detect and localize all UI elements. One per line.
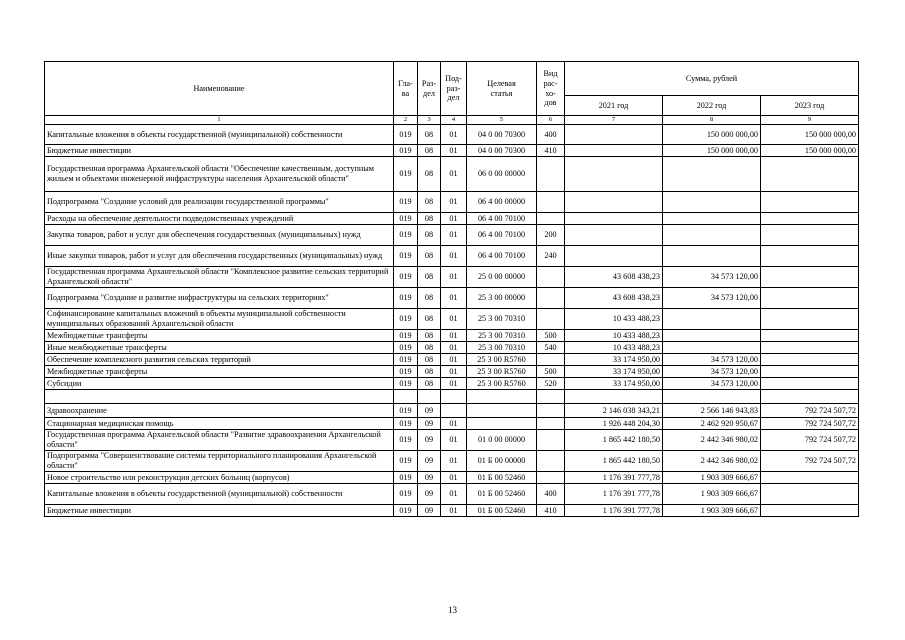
- row-expense-type: 410: [537, 145, 565, 157]
- row-expense-type: [537, 157, 565, 192]
- row-target-article: 25 3 00 70310: [467, 342, 537, 354]
- row-subsection: 01: [441, 366, 467, 378]
- header-year-2021: 2021 год: [565, 96, 663, 116]
- row-target-article: 25 3 00 70310: [467, 309, 537, 330]
- row-target-article: 01 0 00 00000: [467, 430, 537, 451]
- row-sum-2022: 34 573 120,00: [663, 354, 761, 366]
- row-sum-2022: [663, 157, 761, 192]
- header-target-article: Целевая статья: [467, 62, 537, 116]
- row-sum-2022: 34 573 120,00: [663, 267, 761, 288]
- row-chapter: 019: [394, 330, 418, 342]
- row-name: Здравоохранение: [45, 404, 394, 418]
- table-row: [45, 145, 859, 157]
- row-section: 08: [418, 330, 441, 342]
- row-sum-2021: 43 608 438,23: [565, 267, 663, 288]
- row-sum-2023: 792 724 507,72: [761, 430, 859, 451]
- row-subsection: 01: [441, 505, 467, 517]
- row-sum-2023: [761, 192, 859, 213]
- row-expense-type: [537, 390, 565, 404]
- row-sum-2023: 150 000 000,00: [761, 145, 859, 157]
- row-sum-2022: [663, 225, 761, 246]
- row-expense-type: [537, 192, 565, 213]
- row-target-article: 06 4 00 70100: [467, 213, 537, 225]
- row-name: Бюджетные инвестиции: [45, 505, 394, 517]
- row-target-article: 25 3 00 70310: [467, 330, 537, 342]
- row-name: Новое строительство или реконструкция детских больниц (корпусов): [45, 472, 394, 484]
- table-row: [45, 505, 859, 517]
- row-sum-2021: 2 146 038 343,21: [565, 404, 663, 418]
- row-name: Бюджетные инвестиции: [45, 145, 394, 157]
- row-chapter: 019: [394, 246, 418, 267]
- table-row: [45, 451, 859, 472]
- row-sum-2022: 2 462 920 950,67: [663, 418, 761, 430]
- row-sum-2021: 33 174 950,00: [565, 354, 663, 366]
- row-expense-type: [537, 267, 565, 288]
- row-sum-2023: 792 724 507,72: [761, 404, 859, 418]
- row-name: Стационарная медицинская помощь: [45, 418, 394, 430]
- row-name: Капитальные вложения в объекты государственной (муниципальной) собственности: [45, 484, 394, 505]
- row-section: 08: [418, 213, 441, 225]
- table-row: [45, 430, 859, 451]
- row-chapter: [394, 390, 418, 404]
- row-sum-2021: 1 176 391 777,78: [565, 484, 663, 505]
- row-chapter: 019: [394, 451, 418, 472]
- row-section: 08: [418, 288, 441, 309]
- row-sum-2021: [565, 192, 663, 213]
- row-sum-2023: [761, 225, 859, 246]
- row-sum-2023: [761, 330, 859, 342]
- row-sum-2021: 10 433 488,23: [565, 342, 663, 354]
- table-row: [45, 330, 859, 342]
- row-subsection: 01: [441, 288, 467, 309]
- row-chapter: 019: [394, 192, 418, 213]
- row-sum-2021: [565, 125, 663, 145]
- row-sum-2021: [565, 225, 663, 246]
- row-sum-2022: 34 573 120,00: [663, 366, 761, 378]
- row-sum-2022: 34 573 120,00: [663, 288, 761, 309]
- row-chapter: 019: [394, 213, 418, 225]
- col-num: 6: [537, 116, 565, 125]
- row-sum-2022: 1 903 309 666,67: [663, 484, 761, 505]
- row-sum-2021: 1 176 391 777,78: [565, 505, 663, 517]
- row-subsection: 01: [441, 418, 467, 430]
- table-row: [45, 157, 859, 192]
- row-chapter: 019: [394, 418, 418, 430]
- row-target-article: [467, 418, 537, 430]
- row-subsection: 01: [441, 430, 467, 451]
- header-section: Раз- дел: [418, 62, 441, 116]
- row-expense-type: [537, 354, 565, 366]
- row-sum-2023: [761, 472, 859, 484]
- row-name: Обеспечение комплексного развития сельских территорий: [45, 354, 394, 366]
- table-row: [45, 288, 859, 309]
- col-num: 5: [467, 116, 537, 125]
- row-chapter: 019: [394, 472, 418, 484]
- row-expense-type: 540: [537, 342, 565, 354]
- row-subsection: 01: [441, 225, 467, 246]
- row-expense-type: 520: [537, 378, 565, 390]
- row-target-article: 25 3 00 00000: [467, 288, 537, 309]
- row-expense-type: [537, 430, 565, 451]
- row-subsection: 01: [441, 378, 467, 390]
- row-expense-type: 200: [537, 225, 565, 246]
- row-name: Государственная программа Архангельской области "Комплексное развитие сельских территорий Архангельской области": [45, 267, 394, 288]
- table-row: [45, 354, 859, 366]
- row-sum-2023: [761, 366, 859, 378]
- row-target-article: 06 0 00 00000: [467, 157, 537, 192]
- row-section: 08: [418, 125, 441, 145]
- row-subsection: [441, 390, 467, 404]
- row-sum-2023: [761, 378, 859, 390]
- row-section: 08: [418, 342, 441, 354]
- row-subsection: 01: [441, 472, 467, 484]
- row-expense-type: 500: [537, 366, 565, 378]
- row-sum-2023: [761, 390, 859, 404]
- row-sum-2021: 33 174 950,00: [565, 366, 663, 378]
- header-year-2022: 2022 год: [663, 96, 761, 116]
- row-target-article: 04 0 00 70300: [467, 125, 537, 145]
- row-subsection: 01: [441, 354, 467, 366]
- row-chapter: 019: [394, 484, 418, 505]
- row-sum-2023: [761, 309, 859, 330]
- row-chapter: 019: [394, 309, 418, 330]
- row-section: 08: [418, 378, 441, 390]
- table-row: [45, 472, 859, 484]
- row-sum-2021: 33 174 950,00: [565, 378, 663, 390]
- row-sum-2021: 10 433 488,23: [565, 309, 663, 330]
- table-row: [45, 246, 859, 267]
- row-chapter: 019: [394, 378, 418, 390]
- header-year-2023: 2023 год: [761, 96, 859, 116]
- row-expense-type: 240: [537, 246, 565, 267]
- row-subsection: 01: [441, 484, 467, 505]
- row-sum-2021: 1 865 442 180,50: [565, 430, 663, 451]
- row-name: Подпрограмма "Совершенствование системы территориального планирования Архангельской области": [45, 451, 394, 472]
- row-name: Иные межбюджетные трансферты: [45, 342, 394, 354]
- col-num: 4: [441, 116, 467, 125]
- row-target-article: 06 4 00 00000: [467, 192, 537, 213]
- header-expense-type: Вид рас- хо- дов: [537, 62, 565, 116]
- row-target-article: 01 Б 00 52460: [467, 472, 537, 484]
- table-row: [45, 378, 859, 390]
- page-number: 13: [448, 605, 457, 615]
- row-chapter: 019: [394, 366, 418, 378]
- row-chapter: 019: [394, 145, 418, 157]
- row-subsection: 01: [441, 267, 467, 288]
- row-sum-2022: [663, 342, 761, 354]
- row-sum-2021: [565, 246, 663, 267]
- row-sum-2023: [761, 157, 859, 192]
- table-row: [45, 309, 859, 330]
- row-sum-2022: 34 573 120,00: [663, 378, 761, 390]
- row-expense-type: 400: [537, 125, 565, 145]
- row-sum-2022: 2 566 146 943,83: [663, 404, 761, 418]
- row-subsection: 01: [441, 125, 467, 145]
- row-section: 08: [418, 192, 441, 213]
- table-row: [45, 267, 859, 288]
- row-expense-type: 500: [537, 330, 565, 342]
- row-subsection: 01: [441, 309, 467, 330]
- row-chapter: 019: [394, 288, 418, 309]
- row-section: 08: [418, 366, 441, 378]
- table-row: [45, 225, 859, 246]
- col-num: 2: [394, 116, 418, 125]
- table-row: [45, 404, 859, 418]
- row-target-article: [467, 390, 537, 404]
- row-section: 08: [418, 225, 441, 246]
- row-sum-2021: [565, 390, 663, 404]
- col-num: 1: [45, 116, 394, 125]
- row-chapter: 019: [394, 267, 418, 288]
- row-section: 08: [418, 145, 441, 157]
- col-num: 8: [663, 116, 761, 125]
- row-name: Иные закупки товаров, работ и услуг для обеспечения государственных (муниципальных) нужд: [45, 246, 394, 267]
- row-section: 08: [418, 309, 441, 330]
- row-sum-2023: [761, 246, 859, 267]
- row-name: Софинансирование капитальных вложений в объекты муниципальной собственности муниципальных образований Архангельской области: [45, 309, 394, 330]
- row-section: 09: [418, 484, 441, 505]
- row-sum-2022: [663, 246, 761, 267]
- row-section: 09: [418, 505, 441, 517]
- table-row: [45, 418, 859, 430]
- row-section: 09: [418, 418, 441, 430]
- header-subsection: Под- раз- дел: [441, 62, 467, 116]
- row-expense-type: [537, 451, 565, 472]
- col-num: 9: [761, 116, 859, 125]
- row-subsection: 01: [441, 451, 467, 472]
- row-sum-2022: [663, 213, 761, 225]
- row-chapter: 019: [394, 404, 418, 418]
- row-expense-type: [537, 404, 565, 418]
- row-sum-2021: [565, 213, 663, 225]
- table-row: [45, 390, 859, 404]
- row-name: Расходы на обеспечение деятельности подведомственных учреждений: [45, 213, 394, 225]
- row-sum-2022: [663, 309, 761, 330]
- row-section: 09: [418, 430, 441, 451]
- row-sum-2021: 43 608 438,23: [565, 288, 663, 309]
- row-sum-2023: [761, 213, 859, 225]
- row-section: 08: [418, 246, 441, 267]
- row-name: Капитальные вложения в объекты государственной (муниципальной) собственности: [45, 125, 394, 145]
- row-target-article: [467, 404, 537, 418]
- table-row: [45, 366, 859, 378]
- row-name: [45, 390, 394, 404]
- row-sum-2022: [663, 192, 761, 213]
- row-chapter: 019: [394, 505, 418, 517]
- row-name: Закупка товаров, работ и услуг для обеспечения государственных (муниципальных) нужд: [45, 225, 394, 246]
- row-subsection: 01: [441, 342, 467, 354]
- row-subsection: 01: [441, 192, 467, 213]
- row-section: [418, 390, 441, 404]
- row-sum-2022: 150 000 000,00: [663, 125, 761, 145]
- header-sum: Сумма, рублей: [565, 62, 859, 96]
- row-target-article: 25 3 00 R5760: [467, 378, 537, 390]
- row-chapter: 019: [394, 430, 418, 451]
- row-expense-type: [537, 472, 565, 484]
- row-section: 08: [418, 354, 441, 366]
- table-row: [45, 213, 859, 225]
- row-sum-2023: [761, 484, 859, 505]
- column-number-row: [45, 116, 859, 125]
- row-section: 09: [418, 451, 441, 472]
- row-name: Межбюджетные трансферты: [45, 330, 394, 342]
- row-name: Субсидии: [45, 378, 394, 390]
- row-section: 09: [418, 404, 441, 418]
- row-sum-2021: 1 926 448 204,30: [565, 418, 663, 430]
- row-section: 08: [418, 267, 441, 288]
- row-chapter: 019: [394, 157, 418, 192]
- row-subsection: 01: [441, 246, 467, 267]
- row-target-article: 01 Б 00 00000: [467, 451, 537, 472]
- header-name: Наименование: [45, 62, 394, 116]
- row-target-article: 01 Б 00 52460: [467, 505, 537, 517]
- row-sum-2023: 150 000 000,00: [761, 125, 859, 145]
- row-target-article: 25 3 00 R5760: [467, 354, 537, 366]
- table-row: [45, 125, 859, 145]
- row-chapter: 019: [394, 225, 418, 246]
- col-num: 3: [418, 116, 441, 125]
- row-sum-2021: 1 176 391 777,78: [565, 472, 663, 484]
- row-sum-2023: [761, 505, 859, 517]
- row-name: Подпрограмма "Создание условий для реализации государственной программы": [45, 192, 394, 213]
- row-subsection: 01: [441, 213, 467, 225]
- row-chapter: 019: [394, 342, 418, 354]
- row-sum-2023: 792 724 507,72: [761, 418, 859, 430]
- row-subsection: 01: [441, 145, 467, 157]
- row-expense-type: [537, 418, 565, 430]
- row-target-article: 25 0 00 00000: [467, 267, 537, 288]
- header-chapter: Гла- ва: [394, 62, 418, 116]
- row-sum-2022: 2 442 346 980,02: [663, 430, 761, 451]
- row-chapter: 019: [394, 125, 418, 145]
- row-sum-2021: [565, 157, 663, 192]
- row-expense-type: [537, 309, 565, 330]
- row-target-article: 25 3 00 R5760: [467, 366, 537, 378]
- row-sum-2023: [761, 267, 859, 288]
- row-subsection: 01: [441, 157, 467, 192]
- col-num: 7: [565, 116, 663, 125]
- row-name: Государственная программа Архангельской области "Обеспечение качественным, доступным жильем и объектами инженерной инфраструктуры населения Архангельской области": [45, 157, 394, 192]
- row-sum-2021: 10 433 488,23: [565, 330, 663, 342]
- row-expense-type: [537, 288, 565, 309]
- row-sum-2023: [761, 342, 859, 354]
- row-target-article: 01 Б 00 52460: [467, 484, 537, 505]
- row-sum-2022: 2 442 346 980,02: [663, 451, 761, 472]
- table-row: [45, 192, 859, 213]
- row-chapter: 019: [394, 354, 418, 366]
- row-name: Подпрограмма "Создание и развитие инфраструктуры на сельских территориях": [45, 288, 394, 309]
- row-expense-type: [537, 213, 565, 225]
- table-row: [45, 484, 859, 505]
- row-section: 09: [418, 472, 441, 484]
- row-section: 08: [418, 157, 441, 192]
- row-expense-type: 410: [537, 505, 565, 517]
- row-sum-2021: 1 865 442 180,50: [565, 451, 663, 472]
- row-sum-2022: 1 903 309 666,67: [663, 472, 761, 484]
- row-expense-type: 400: [537, 484, 565, 505]
- row-sum-2023: [761, 288, 859, 309]
- row-sum-2023: [761, 354, 859, 366]
- row-name: Межбюджетные трансферты: [45, 366, 394, 378]
- budget-table: [44, 61, 859, 517]
- row-sum-2022: 1 903 309 666,67: [663, 505, 761, 517]
- row-sum-2021: [565, 145, 663, 157]
- row-subsection: [441, 404, 467, 418]
- row-target-article: 04 0 00 70300: [467, 145, 537, 157]
- row-subsection: 01: [441, 330, 467, 342]
- row-name: Государственная программа Архангельской области "Развитие здравоохранения Архангельской области": [45, 430, 394, 451]
- row-sum-2022: 150 000 000,00: [663, 145, 761, 157]
- row-sum-2022: [663, 390, 761, 404]
- row-sum-2022: [663, 330, 761, 342]
- table-row: [45, 342, 859, 354]
- row-target-article: 06 4 00 70100: [467, 246, 537, 267]
- row-sum-2023: 792 724 507,72: [761, 451, 859, 472]
- row-target-article: 06 4 00 70100: [467, 225, 537, 246]
